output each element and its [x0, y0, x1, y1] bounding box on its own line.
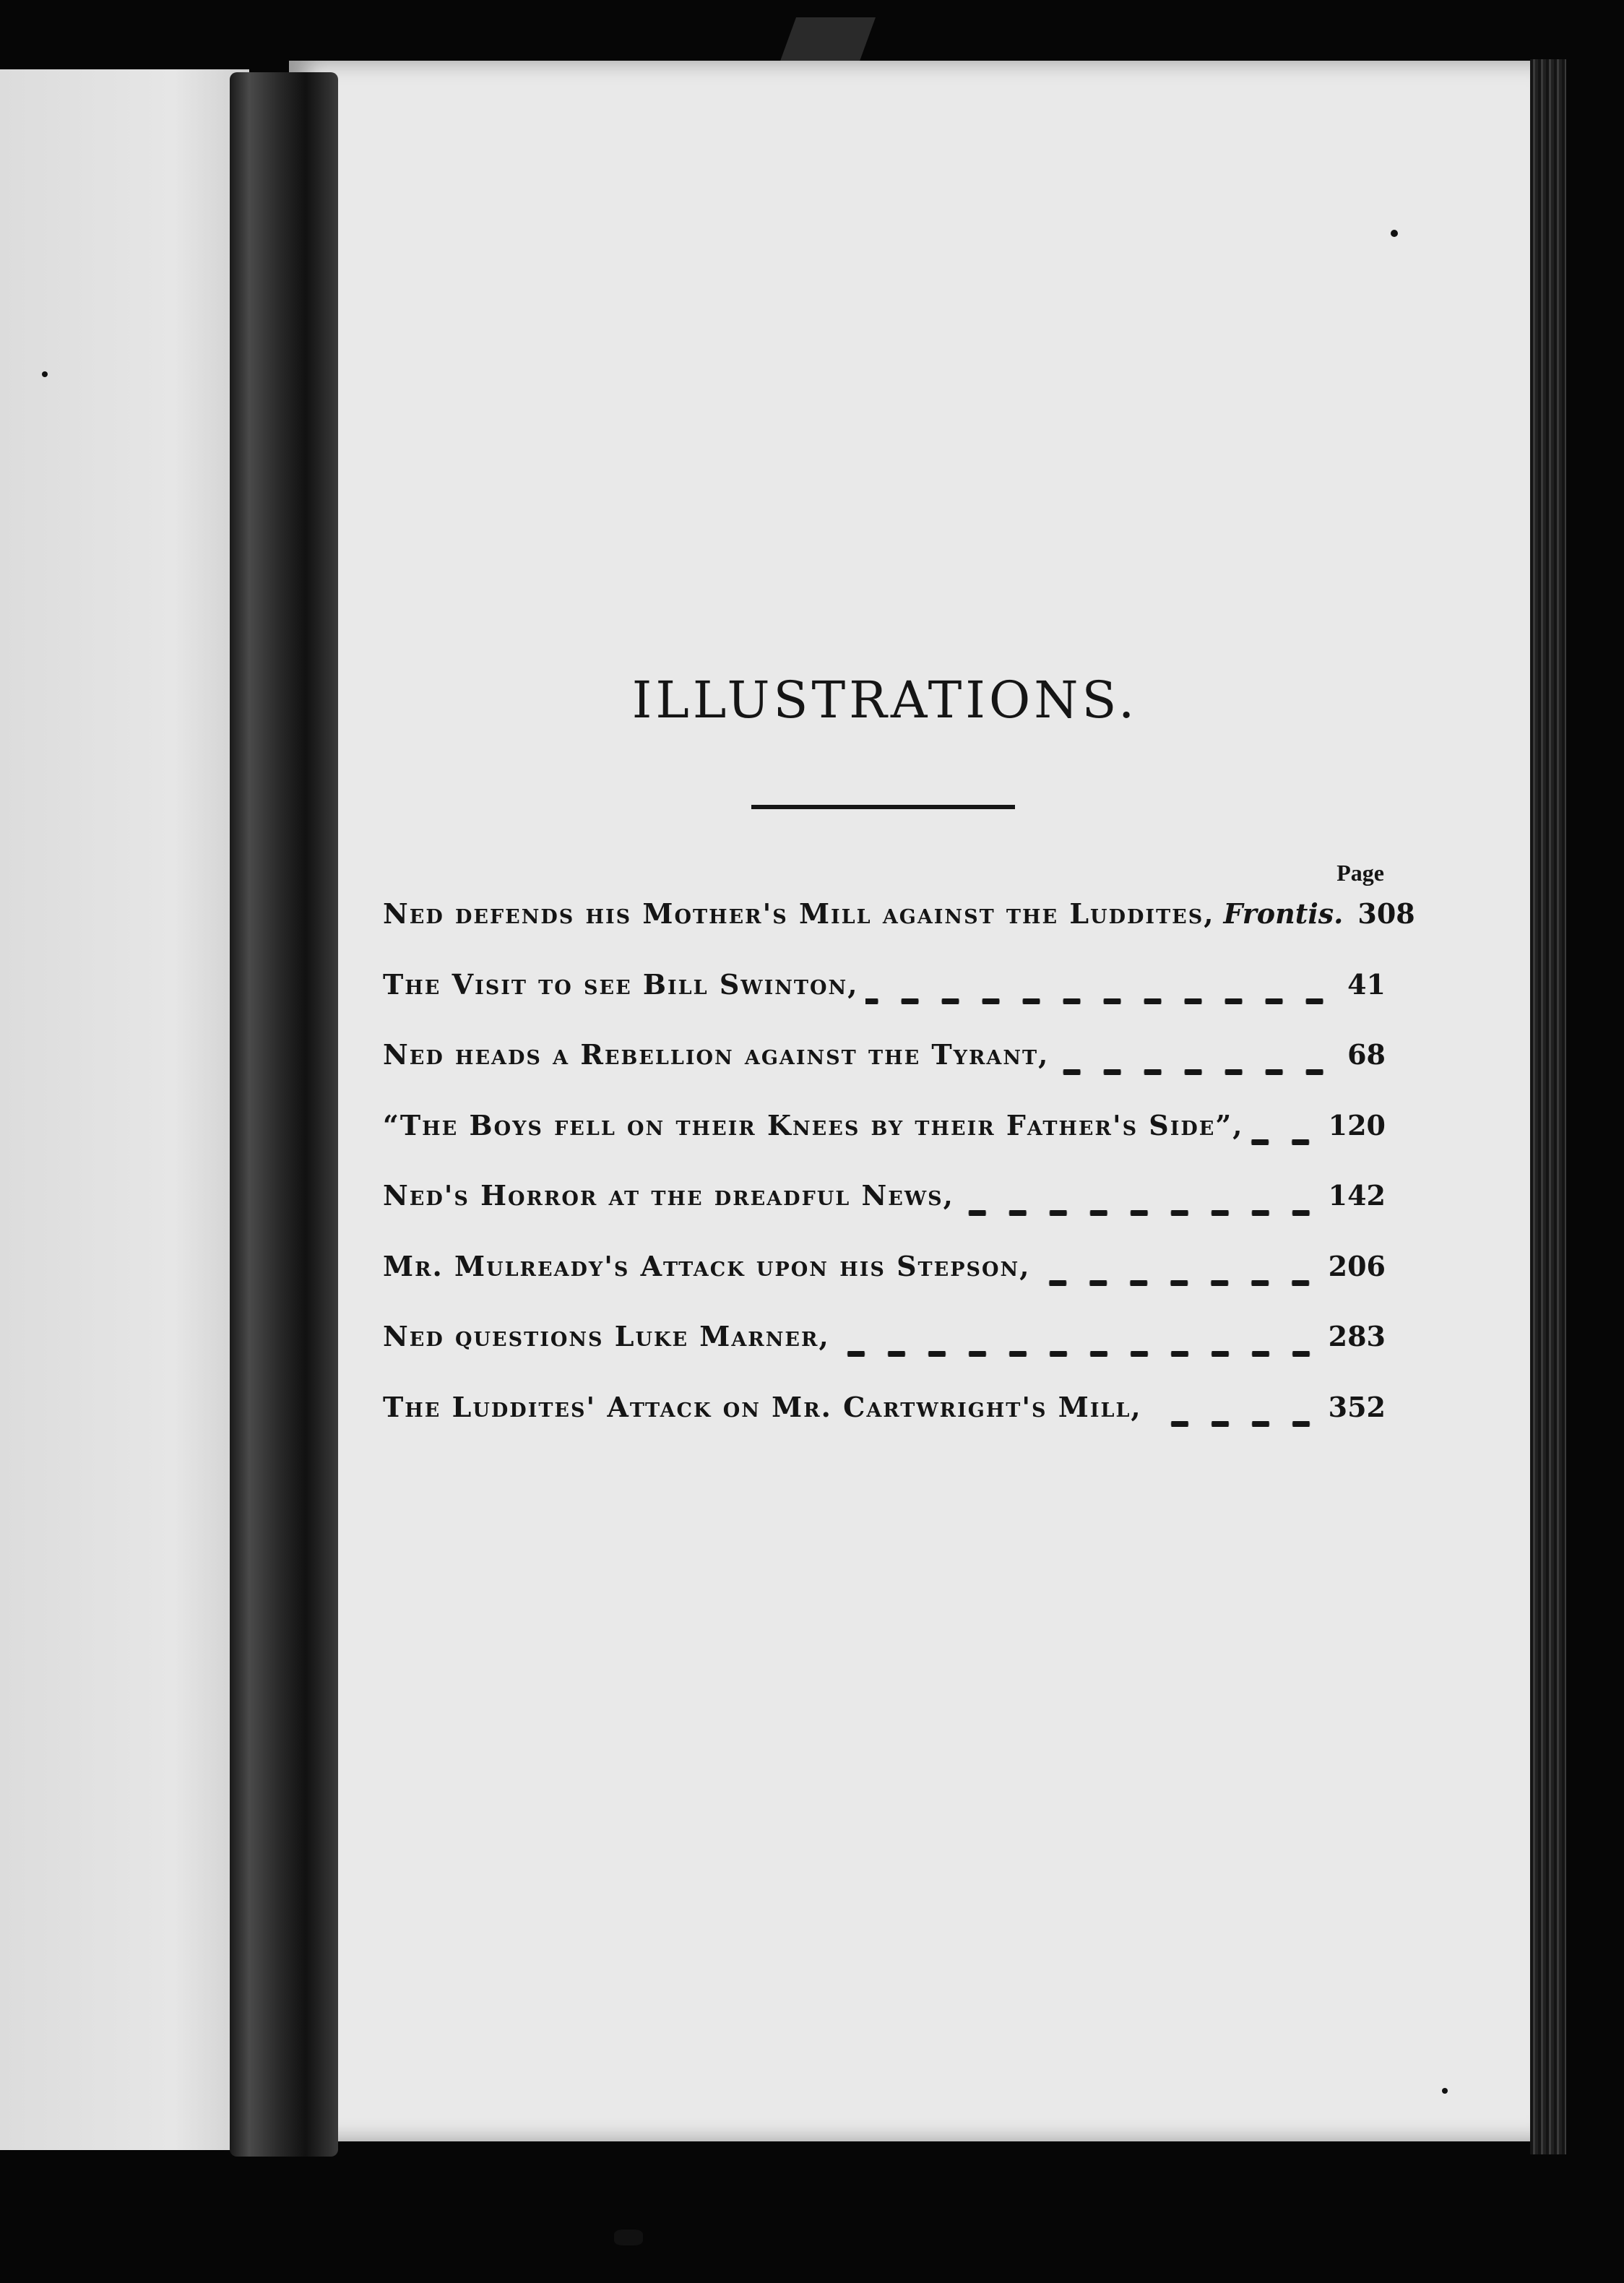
dot-leader: [1251, 1139, 1321, 1145]
illustration-title: The Visit to see Bill Swinton,: [383, 967, 859, 1001]
illustration-title: Mr. Mulready's Attack upon his Stepson,: [383, 1249, 1031, 1282]
illustration-entry: [383, 1037, 1386, 1108]
page-edge: [1530, 59, 1566, 2154]
page-column-label: Page: [1336, 860, 1384, 886]
page-number: 68: [1347, 1038, 1386, 1071]
page-number: 352: [1328, 1390, 1386, 1423]
illustration-entry: [383, 1108, 1386, 1178]
title-rule: [751, 805, 1015, 809]
illustration-entry: [383, 896, 1415, 967]
illustration-title: The Luddites' Attack on Mr. Cartwright's Mill,: [383, 1390, 1142, 1423]
illustration-title: Ned questions Luke Marner,: [383, 1320, 830, 1352]
illustrations-list: [383, 896, 1415, 1459]
ink-speck: [1442, 2088, 1448, 2094]
dot-leader: [1149, 1421, 1321, 1427]
page-tab: [779, 17, 876, 65]
illustration-title: Ned defends his Mother's Mill against the Luddites,: [383, 897, 1215, 930]
ink-speck: [1391, 230, 1398, 237]
illustration-title: “The Boys fell on their Knees by their Father's Side”,: [383, 1108, 1244, 1142]
dot-leader: [1056, 1069, 1335, 1075]
page-number: 120: [1328, 1108, 1386, 1142]
page-number: 283: [1328, 1320, 1386, 1352]
dot-leader: [962, 1210, 1321, 1216]
page-title: ILLUSTRATIONS.: [631, 670, 1139, 730]
illustration-title: Ned heads a Rebellion against the Tyrant,: [383, 1038, 1050, 1071]
left-page: [0, 69, 249, 2150]
illustration-entry: [383, 1389, 1386, 1460]
page-number: 308: [1357, 897, 1415, 930]
illustration-entry: [383, 1248, 1386, 1319]
illustration-entry: [383, 1178, 1386, 1248]
page-number: 142: [1328, 1179, 1386, 1212]
illustration-entry: [383, 1319, 1386, 1389]
illustration-entry: [383, 967, 1386, 1037]
page-number: 206: [1328, 1249, 1386, 1282]
ink-speck: [614, 2230, 643, 2245]
page-number: 41: [1347, 967, 1386, 1001]
dot-leader: [837, 1351, 1321, 1357]
dot-leader: [865, 998, 1335, 1004]
book-gutter: [230, 72, 338, 2157]
dot-leader: [1037, 1280, 1321, 1286]
illustration-note: Frontis.: [1223, 897, 1344, 930]
ink-speck: [42, 371, 48, 377]
illustration-title: Ned's Horror at the dreadful News,: [383, 1179, 954, 1212]
